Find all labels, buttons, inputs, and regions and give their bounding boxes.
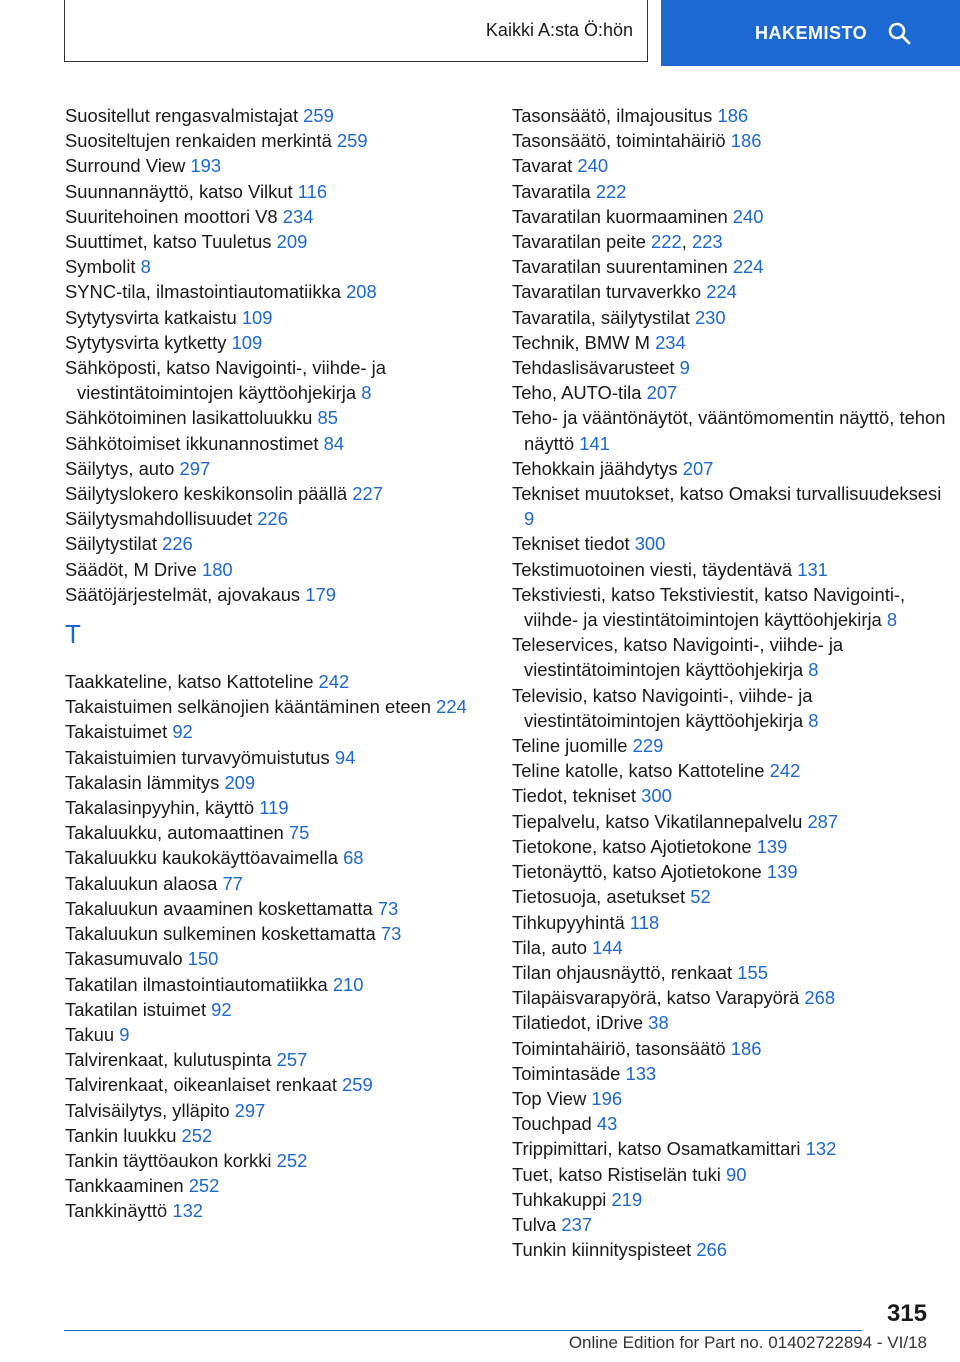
index-entry-text: Taakkateline, katso Kattoteline [65, 671, 319, 693]
index-entry-text: Tekstiviesti, katso Tekstiviestit, katso Navigointi-, viihde- ja viestintätoimintojen käyttöohjekirja [512, 583, 906, 631]
index-entry-text: Talvirenkaat, oikeanlaiset renkaat [65, 1074, 343, 1096]
index-entry-text: Takaluukun avaaminen koskettamatta [65, 897, 378, 919]
index-entry [65, 972, 505, 997]
index-entry-text: Tulva [512, 1213, 562, 1235]
index-entry [512, 783, 952, 808]
page-link[interactable]: 155 [737, 961, 768, 983]
index-entry-text: Teline katolle, katso Kattoteline [512, 760, 770, 782]
index-entry-text: Tilapäisvarapyörä, katso Varapyörä [512, 987, 805, 1009]
page-link[interactable]: 224 [706, 281, 737, 303]
index-entry [65, 355, 505, 405]
index-entry-text: Tavaratila [512, 180, 596, 202]
page-link[interactable]: 287 [807, 810, 839, 832]
index-entry-text: Top View [512, 1087, 592, 1109]
index-entry [65, 128, 505, 153]
index-entry [65, 1123, 505, 1148]
page-link[interactable]: 116 [297, 180, 328, 202]
index-entry-text: Takuu [65, 1023, 120, 1045]
page-link[interactable]: 43 [596, 1113, 618, 1135]
page-link[interactable]: 8 [808, 709, 819, 731]
page-link[interactable]: 179 [305, 583, 336, 605]
index-entry [512, 254, 952, 279]
page-link[interactable]: 84 [323, 432, 345, 454]
index-entry [512, 380, 952, 405]
page-link[interactable]: 139 [756, 835, 788, 857]
index-entry-text: Tehokkain jäähdytys [512, 457, 683, 479]
index-entry [65, 431, 505, 456]
index-entry-text: Teho- ja vääntönäytöt, vääntömomentin näyttö, tehon näyttö [512, 407, 946, 454]
index-entry-text: Tankkaaminen [65, 1175, 189, 1197]
index-entry [65, 1047, 505, 1072]
index-entry [512, 1162, 952, 1187]
index-entry-text: Talvirenkaat, kulutuspinta [65, 1049, 277, 1071]
index-entry [65, 153, 505, 178]
index-entry [512, 279, 952, 304]
index-entry-text: Tavarat [512, 155, 578, 177]
index-entry-text: Televisio, katso Navigointi-, viihde- ja viestintätoimintojen käyttöohjekirja [512, 684, 813, 731]
page-link[interactable]: 219 [611, 1188, 643, 1210]
index-entry [512, 834, 952, 859]
page-link[interactable]: 207 [682, 457, 714, 479]
index-entry [65, 1098, 505, 1123]
page-link[interactable]: 141 [579, 432, 610, 454]
index-entry-text: Tiedot, tekniset [512, 785, 642, 807]
page-link[interactable]: 186 [730, 130, 762, 152]
index-entry-text: Sähköposti, katso Navigointi-, viihde- ja viestintätoimintojen käyttöohjekirja [65, 357, 386, 404]
index-entry-text: Säätöjärjestelmät, ajovakaus [65, 583, 306, 605]
index-entry-text: Tavaratilan peite [512, 231, 652, 253]
index-entry [512, 960, 952, 985]
index-entry [65, 1148, 505, 1173]
footer-divider [64, 1330, 862, 1331]
page-link[interactable]: 150 [187, 948, 219, 970]
page-link[interactable]: 132 [805, 1138, 837, 1160]
page-link[interactable]: 268 [804, 987, 836, 1009]
index-entry-text: Talvisäilytys, ylläpito [65, 1099, 235, 1121]
index-entry [512, 531, 952, 556]
index-entry [65, 845, 505, 870]
page-link[interactable]: 68 [343, 847, 364, 869]
index-entry-text: Takasumuvalo [65, 948, 188, 970]
index-entry-text: Takaluukku kaukokäyttöavaimella [65, 847, 344, 869]
page-link[interactable]: 224 [732, 256, 764, 278]
page-link[interactable]: 92 [172, 721, 193, 743]
page-link[interactable]: 85 [317, 407, 338, 429]
page-link[interactable]: 266 [696, 1239, 728, 1261]
page-link[interactable]: 209 [224, 771, 256, 793]
index-entry-text: Tilatiedot, iDrive [512, 1012, 649, 1034]
index-entry-text: Tietosuoja, asetukset [512, 886, 691, 908]
index-entry-text: Tavaratilan suurentaminen [512, 256, 733, 278]
index-entry-text: Tilan ohjausnäyttö, renkaat [512, 961, 738, 983]
page-link[interactable]: 52 [690, 886, 711, 908]
index-entry [512, 481, 952, 531]
search-icon [887, 21, 911, 45]
page-link[interactable]: 8 [886, 609, 898, 631]
index-entry [512, 405, 952, 455]
page-link[interactable]: 259 [336, 130, 368, 152]
index-entry [65, 254, 505, 279]
index-entry-text: Takaistuimen selkänojien kääntäminen eteen [65, 696, 437, 718]
page-link[interactable]: 252 [188, 1175, 220, 1197]
index-entry [65, 871, 505, 896]
page-link[interactable]: 119 [259, 797, 289, 819]
page-link[interactable]: 209 [276, 231, 308, 253]
index-entry-text: Säädöt, M Drive [65, 558, 202, 580]
page-link[interactable]: 300 [641, 785, 672, 807]
index-entry-text: Säilytys, auto [65, 457, 180, 479]
index-entry [65, 330, 505, 355]
index-entry-text: Teleservices, katso Navigointi-, viihde- ja viestintätoimintojen käyttöohjekirja [512, 634, 844, 681]
page-link[interactable]: 234 [655, 331, 686, 353]
index-entry [65, 305, 505, 330]
index-entry-text: Tuet, katso Ristiselän tuki [512, 1163, 726, 1185]
page-link[interactable]: 297 [179, 457, 211, 479]
page-link[interactable]: 75 [288, 822, 310, 844]
index-entry [512, 683, 952, 733]
index-entry-text: Takalasin lämmitys [65, 771, 225, 793]
index-entry-text: Tavaratila, säilytystilat [512, 306, 695, 328]
index-entry [512, 985, 952, 1010]
page-link[interactable]: 9 [119, 1023, 130, 1045]
page-link[interactable]: 77 [222, 872, 243, 894]
index-entry [512, 758, 952, 783]
index-entry-text: Takaluukun alaosa [65, 872, 223, 894]
index-entry [65, 1198, 505, 1223]
index-entry [512, 1061, 952, 1086]
index-entry-text: Technik, BMW M [512, 331, 656, 353]
index-entry-text: Tietonäyttö, katso Ajotietokone [512, 861, 767, 883]
index-entry [65, 481, 505, 506]
index-entry-text: Tihkupyyhintä [512, 911, 630, 933]
index-entry [512, 1237, 952, 1262]
index-entry-text: Sähkötoimiset ikkunannostimet [65, 432, 324, 454]
page-link[interactable]: 8 [140, 256, 151, 278]
index-entry [512, 1086, 952, 1111]
index-entry [65, 669, 505, 694]
index-entry [512, 910, 952, 935]
index-entry [65, 405, 505, 430]
index-entry [65, 229, 505, 254]
index-entry-text: Säilytyslokero keskikonsolin päällä [65, 483, 353, 505]
index-entry-text: Takaluukun sulkeminen koskettamatta [65, 923, 381, 945]
page-link[interactable]: 8 [361, 382, 372, 404]
index-entry-text: Säilytystilat [65, 533, 163, 555]
index-entry-text: Suuttimet, katso Tuuletus [65, 231, 277, 253]
index-entry-text: Takaistuimet [65, 721, 173, 743]
index-entry-text: Suositellut rengasvalmistajat [65, 105, 304, 126]
index-entry-text: Teho, AUTO-tila [512, 382, 647, 404]
index-entry-text: Tankkinäyttö [65, 1200, 173, 1222]
page-link[interactable]: 297 [234, 1099, 266, 1121]
index-entry-text: Takaluukku, automaattinen [65, 822, 289, 844]
index-column-right [512, 103, 952, 1262]
page-link[interactable]: 226 [257, 508, 288, 530]
index-entry [512, 1111, 952, 1136]
index-entry [65, 582, 505, 607]
index-entry [512, 809, 952, 834]
index-entry-text: Suuritehoinen moottori V8 [65, 205, 283, 227]
page-link[interactable]: 208 [346, 281, 377, 303]
index-entry-text: Tekniset tiedot [512, 533, 635, 555]
index-entry-text: Takatilan ilmastointiautomatiikka [65, 973, 333, 995]
page-link[interactable]: 259 [342, 1074, 373, 1096]
page-link[interactable]: 240 [577, 155, 609, 177]
tab-a-to-z[interactable] [64, 0, 648, 62]
page-link[interactable]: 73 [380, 923, 402, 945]
index-entry-text: Tekstimuotoinen viesti, täydentävä [512, 558, 798, 580]
index-entry [65, 1072, 505, 1097]
page-link[interactable]: 73 [377, 897, 399, 919]
page-link[interactable]: 94 [334, 746, 356, 768]
page-link[interactable]: 118 [629, 911, 660, 933]
index-entry [512, 1187, 952, 1212]
page-link[interactable]: 196 [591, 1087, 623, 1109]
index-entry [512, 153, 952, 178]
index-entry [65, 719, 505, 744]
page-link[interactable]: 252 [276, 1149, 308, 1171]
page-link[interactable]: 9 [524, 508, 535, 530]
index-entry-text: Suunnannäyttö, katso Vilkut [65, 180, 298, 202]
index-entry-text: Tietokone, katso Ajotietokone [512, 835, 757, 857]
page-link[interactable]: 139 [766, 861, 798, 883]
index-entry [512, 355, 952, 380]
page-link[interactable]: 109 [231, 331, 263, 353]
page-link[interactable]: 8 [808, 659, 819, 681]
tab-a-to-z-label: Kaikki A:sta Ö:hön [485, 20, 633, 40]
index-entry-text: Trippimittari, katso Osamatkamittari [512, 1138, 806, 1160]
page-link[interactable]: 257 [276, 1049, 308, 1071]
page-link[interactable]: 230 [694, 306, 726, 328]
index-entry-text: Takatilan istuimet [65, 998, 212, 1020]
index-entry-text: Surround View [65, 155, 191, 177]
page-link[interactable]: 38 [648, 1012, 669, 1034]
index-entry [512, 179, 952, 204]
index-entry [512, 1212, 952, 1237]
page-link[interactable]: 240 [732, 205, 764, 227]
index-entry-text: Tehdaslisävarusteet [512, 357, 680, 379]
index-entry-text: Tuhkakuppi [512, 1188, 612, 1210]
index-entry: Tavaratilan peite 222, 223 [512, 231, 723, 253]
index-entry [512, 456, 952, 481]
index-entry [65, 279, 505, 304]
page-link[interactable]: 224 [436, 696, 467, 718]
page-link[interactable]: 252 [181, 1124, 213, 1146]
index-entry [65, 103, 505, 128]
index-entry-text: Sytytysvirta kytketty [65, 331, 232, 353]
index-entry-text: Symbolit [65, 256, 141, 278]
page-link[interactable]: 186 [730, 1037, 762, 1059]
index-entry-text: Tankin täyttöaukon korkki [65, 1149, 277, 1171]
index-entry [512, 884, 952, 909]
index-entry [512, 935, 952, 960]
index-entry [512, 305, 952, 330]
index-entry-text: Takalasinpyyhin, käyttö [65, 797, 260, 819]
top-navigation [0, 0, 960, 66]
index-entry [65, 557, 505, 582]
page-link[interactable]: 90 [725, 1163, 747, 1185]
index-entry [512, 557, 952, 582]
index-entry-text: SYNC-tila, ilmastointiautomatiikka [65, 281, 347, 303]
index-entry-text: Tila, auto [512, 936, 593, 958]
index-entry [65, 179, 505, 204]
index-entry-text: Sähkötoiminen lasikattoluukku [65, 407, 318, 429]
index-entry-text: Tavaratilan kuormaaminen [512, 205, 733, 227]
index-entry [512, 582, 952, 632]
index-entry [65, 770, 505, 795]
index-entry [512, 103, 952, 128]
index-entry-text: Tasonsäätö, toimintahäiriö [512, 130, 731, 152]
index-entry [65, 694, 505, 719]
index-entry [65, 1022, 505, 1047]
index-entry [65, 531, 505, 556]
page-link[interactable]: 131 [797, 558, 828, 580]
index-column-left [65, 103, 505, 1224]
index-entry [65, 946, 505, 971]
page-link[interactable]: 227 [352, 483, 383, 505]
page-link[interactable]: 133 [625, 1062, 657, 1084]
index-entry-text: Tunkin kiinnityspisteet [512, 1239, 697, 1261]
page-link[interactable]: 259 [303, 105, 334, 126]
index-entry-text: Tasonsäätö, ilmajousitus [512, 105, 718, 126]
page-link[interactable]: 109 [241, 306, 273, 328]
page-link[interactable]: 222 [651, 231, 682, 253]
index-entry-text: Toimintasäde [512, 1062, 626, 1084]
tab-index[interactable] [661, 0, 960, 66]
index-entry-text: Säilytysmahdollisuudet [65, 508, 258, 530]
index-entry-text: Tankin luukku [65, 1124, 182, 1146]
index-entry-text: Tiepalvelu, katso Vikatilannepalvelu [512, 810, 808, 832]
page-link[interactable]: 237 [561, 1213, 593, 1235]
index-entry-text: Tavaratilan turvaverkko [512, 281, 707, 303]
page-link[interactable]: 210 [332, 973, 364, 995]
footer-edition: Online Edition for Part no. 01402722894 - VI/18 [568, 1333, 927, 1352]
page-link[interactable]: 144 [592, 936, 623, 958]
page-number: 315 [886, 1300, 927, 1327]
index-entry-text: Tekniset muutokset, katso Omaksi turvallisuudeksesi [512, 483, 942, 505]
index-entry [512, 632, 952, 682]
page-link[interactable]: 222 [595, 180, 627, 202]
index-entry [65, 204, 505, 229]
index-entry [512, 1010, 952, 1035]
index-entry-text: Touchpad [512, 1113, 597, 1135]
index-entry [512, 330, 952, 355]
page-link[interactable]: 223 [691, 231, 723, 253]
page-link[interactable]: 234 [282, 205, 314, 227]
page-link[interactable]: 226 [162, 533, 193, 555]
page-link[interactable]: 242 [769, 760, 801, 782]
index-entry [512, 733, 952, 758]
index-entry [65, 921, 505, 946]
index-entry [512, 1136, 952, 1161]
index-entry [65, 506, 505, 531]
page-link[interactable]: 186 [717, 105, 749, 126]
page-link[interactable]: 300 [634, 533, 666, 555]
page-link[interactable]: 193 [190, 155, 222, 177]
tab-index-label: HAKEMISTO [755, 22, 868, 43]
index-entry [65, 896, 505, 921]
index-entry [512, 128, 952, 153]
section-letter: T [65, 619, 81, 650]
page-link[interactable]: 180 [201, 558, 233, 580]
page-link[interactable]: 207 [646, 382, 678, 404]
index-entry [65, 1173, 505, 1198]
index-entry [65, 456, 505, 481]
page-link[interactable]: 229 [632, 735, 664, 757]
index-entry-text: Suositeltujen renkaiden merkintä [65, 130, 337, 152]
index-entry [512, 204, 952, 229]
index-entry [65, 997, 505, 1022]
index-entry-text: Takaistuimien turvavyömuistutus [65, 746, 335, 768]
index-entry [65, 745, 505, 770]
index-entry-text: Toimintahäiriö, tasonsäätö [512, 1037, 731, 1059]
index-entry [512, 1036, 952, 1061]
page-link[interactable]: 132 [172, 1200, 204, 1222]
page-link[interactable]: 92 [211, 998, 232, 1020]
page-link[interactable]: 9 [679, 357, 690, 379]
index-entry-text: Sytytysvirta katkaistu [65, 306, 242, 328]
index-entry-text: Teline juomille [512, 735, 633, 757]
index-entry [512, 859, 952, 884]
index-entry [65, 795, 505, 820]
index-entry [65, 820, 505, 845]
page-link[interactable]: 242 [318, 671, 350, 693]
